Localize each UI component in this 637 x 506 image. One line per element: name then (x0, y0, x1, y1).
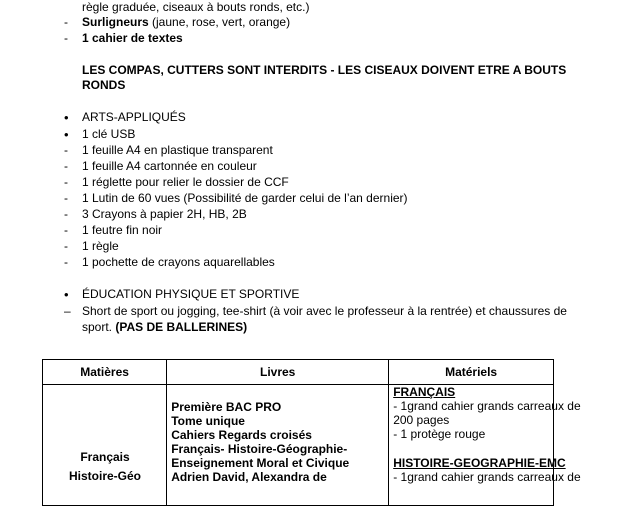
subject-line: Français (80, 450, 130, 464)
subject-line: Histoire-Géo (68, 469, 141, 483)
warning-line-2: RONDS (82, 78, 126, 92)
dash-bullet: - (64, 175, 68, 189)
supplies-table (42, 359, 581, 506)
materials-cell (389, 385, 581, 506)
book-line: Adrien David, Alexandra de (171, 470, 327, 484)
list-item: 1 feutre fin noir (82, 223, 163, 237)
list-item: 1 feuille A4 en plastique transparent (82, 143, 273, 157)
materials-title-histoire: HISTOIRE-GEOGRAPHIE-EMC (393, 456, 566, 470)
dash-bullet: - (64, 223, 68, 237)
dash-bullet: - (64, 31, 68, 45)
eps-line-1: Short de sport ou jogging, tee-shirt (à voir avec le professeur à la rentrée) et chaussures de (82, 304, 567, 318)
materials-title-francais: FRANÇAIS (393, 385, 456, 399)
dash-bullet: - (64, 207, 68, 221)
list-bullet: • (64, 127, 69, 142)
item-text: (jaune, rose, vert, orange) (148, 15, 291, 29)
eps-line-2 (82, 320, 247, 335)
materials-line: - 1grand cahier grands carreaux de (393, 470, 581, 484)
header-livres: Livres (167, 360, 389, 385)
book-line: Cahiers Regards croisés (171, 428, 312, 442)
list-item: 3 Crayons à papier 2H, HB, 2B (82, 207, 247, 221)
dash-bullet: - (64, 159, 68, 173)
dash-bullet: - (64, 143, 68, 157)
list-item (82, 31, 183, 46)
section-heading-eps: ÉDUCATION PHYSIQUE ET SPORTIVE (82, 287, 300, 301)
section-bullet: • (64, 110, 69, 125)
books-cell (167, 385, 389, 506)
dash-bullet: - (64, 255, 68, 269)
materials-line: - 1grand cahier grands carreaux de (393, 399, 581, 413)
dash-bullet: - (64, 239, 68, 253)
list-item: 1 feuille A4 cartonnée en couleur (82, 159, 257, 173)
list-item: 1 pochette de crayons aquarellables (82, 255, 275, 269)
dash-bullet: - (64, 191, 68, 205)
list-item (82, 15, 290, 30)
dash-bullet: – (64, 304, 71, 318)
list-item: 1 clé USB (82, 127, 136, 141)
list-item: 1 règle (82, 239, 119, 253)
section-heading-arts: ARTS-APPLIQUÉS (82, 110, 186, 124)
header-materiels: Matériels (389, 360, 554, 385)
materials-line: 200 pages (393, 413, 450, 427)
list-continuation: règle graduée, ciseaux à bouts ronds, etc.) (82, 0, 310, 14)
table-row (43, 385, 554, 506)
book-line: Première BAC PRO (171, 400, 282, 414)
dash-bullet: - (64, 15, 68, 29)
warning-line-1: LES COMPAS, CUTTERS SONT INTERDITS - LES CISEAUX DOIVENT ETRE A BOUTS (82, 63, 567, 77)
book-line: Tome unique (171, 414, 245, 428)
book-line: Français- Histoire-Géographie- (171, 442, 348, 456)
list-item: 1 Lutin de 60 vues (Possibilité de garder celui de l’an dernier) (82, 191, 408, 205)
item-bold: 1 cahier de textes (82, 31, 183, 45)
eps-text: sport. (82, 320, 116, 334)
section-bullet: • (64, 287, 69, 302)
table-header-row (43, 360, 554, 385)
book-line: Enseignement Moral et Civique (171, 456, 350, 470)
list-item: 1 réglette pour relier le dossier de CCF (82, 175, 289, 189)
eps-note: (PAS DE BALLERINES) (115, 320, 248, 334)
item-bold: Surligneurs (82, 15, 149, 29)
materials-line: - 1 protège rouge (393, 427, 486, 441)
subject-cell (43, 385, 167, 506)
header-matieres: Matières (43, 360, 167, 385)
